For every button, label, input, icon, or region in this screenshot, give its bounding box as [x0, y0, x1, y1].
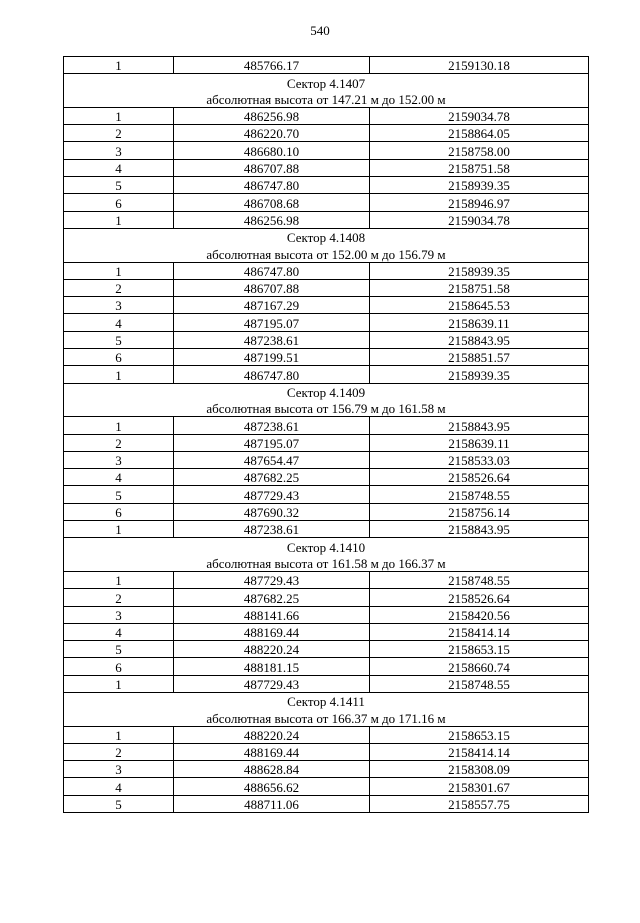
- y-coordinate: 2158526.64: [370, 589, 589, 606]
- sector-height-row: [64, 555, 589, 572]
- point-number: 5: [64, 486, 174, 503]
- sector-height-row: [64, 91, 589, 108]
- point-number: 4: [64, 159, 174, 176]
- point-number: 4: [64, 469, 174, 486]
- y-coordinate: 2158751.58: [370, 279, 589, 296]
- sector-height-range: абсолютная высота от 161.58 м до 166.37 м: [64, 555, 589, 572]
- x-coordinate: 485766.17: [174, 57, 370, 74]
- x-coordinate: 488169.44: [174, 743, 370, 760]
- y-coordinate: 2158639.11: [370, 434, 589, 451]
- x-coordinate: 486707.88: [174, 159, 370, 176]
- x-coordinate: 488169.44: [174, 623, 370, 640]
- y-coordinate: 2158748.55: [370, 675, 589, 692]
- x-coordinate: 487195.07: [174, 314, 370, 331]
- y-coordinate: 2158308.09: [370, 761, 589, 778]
- table-row: [64, 211, 589, 228]
- table-row: [64, 606, 589, 623]
- x-coordinate: 487682.25: [174, 469, 370, 486]
- table-row: [64, 366, 589, 383]
- y-coordinate: 2158843.95: [370, 417, 589, 434]
- y-coordinate: 2158301.67: [370, 778, 589, 795]
- sector-title: Сектор 4.1408: [64, 228, 589, 245]
- coordinates-table: [63, 56, 589, 813]
- y-coordinate: 2159034.78: [370, 107, 589, 124]
- table-row: [64, 658, 589, 675]
- y-coordinate: 2158414.14: [370, 623, 589, 640]
- sector-title-row: [64, 74, 589, 91]
- x-coordinate: 486708.68: [174, 194, 370, 211]
- y-coordinate: 2158414.14: [370, 743, 589, 760]
- point-number: 3: [64, 606, 174, 623]
- table-row: [64, 675, 589, 692]
- table-row: [64, 726, 589, 743]
- table-row: [64, 521, 589, 538]
- y-coordinate: 2158939.35: [370, 262, 589, 279]
- y-coordinate: 2158758.00: [370, 142, 589, 159]
- point-number: 3: [64, 761, 174, 778]
- point-number: 1: [64, 571, 174, 588]
- table-row: [64, 743, 589, 760]
- x-coordinate: 487729.43: [174, 486, 370, 503]
- x-coordinate: 488220.24: [174, 641, 370, 658]
- point-number: 1: [64, 675, 174, 692]
- table-row: [64, 107, 589, 124]
- sector-title-row: [64, 383, 589, 400]
- x-coordinate: 487195.07: [174, 434, 370, 451]
- x-coordinate: 488711.06: [174, 795, 370, 812]
- point-number: 6: [64, 349, 174, 366]
- x-coordinate: 487690.32: [174, 503, 370, 520]
- y-coordinate: 2159034.78: [370, 211, 589, 228]
- x-coordinate: 486747.80: [174, 177, 370, 194]
- y-coordinate: 2158946.97: [370, 194, 589, 211]
- page-number: 540: [310, 23, 330, 38]
- sector-height-range: абсолютная высота от 152.00 м до 156.79 м: [64, 245, 589, 262]
- sector-title: Сектор 4.1407: [64, 74, 589, 91]
- point-number: 4: [64, 623, 174, 640]
- y-coordinate: 2158645.53: [370, 297, 589, 314]
- point-number: 1: [64, 521, 174, 538]
- x-coordinate: 487167.29: [174, 297, 370, 314]
- sector-title: Сектор 4.1410: [64, 538, 589, 555]
- x-coordinate: 486747.80: [174, 262, 370, 279]
- y-coordinate: 2158533.03: [370, 451, 589, 468]
- x-coordinate: 488141.66: [174, 606, 370, 623]
- table-row: [64, 297, 589, 314]
- x-coordinate: 486256.98: [174, 211, 370, 228]
- x-coordinate: 487238.61: [174, 331, 370, 348]
- table-row: [64, 641, 589, 658]
- table-row: [64, 125, 589, 142]
- table-row: [64, 623, 589, 640]
- y-coordinate: 2158660.74: [370, 658, 589, 675]
- sector-height-range: абсолютная высота от 156.79 м до 161.58 м: [64, 400, 589, 417]
- point-number: 5: [64, 177, 174, 194]
- table-row: [64, 434, 589, 451]
- point-number: 1: [64, 726, 174, 743]
- y-coordinate: 2158843.95: [370, 521, 589, 538]
- sector-title-row: [64, 692, 589, 709]
- x-coordinate: 487238.61: [174, 417, 370, 434]
- sector-height-range: абсолютная высота от 147.21 м до 152.00 м: [64, 91, 589, 108]
- point-number: 1: [64, 262, 174, 279]
- x-coordinate: 487238.61: [174, 521, 370, 538]
- point-number: 6: [64, 503, 174, 520]
- x-coordinate: 486680.10: [174, 142, 370, 159]
- table-row: [64, 262, 589, 279]
- table-row: [64, 486, 589, 503]
- table-row: [64, 159, 589, 176]
- sector-title: Сектор 4.1409: [64, 383, 589, 400]
- y-coordinate: 2159130.18: [370, 57, 589, 74]
- sector-height-row: [64, 400, 589, 417]
- point-number: 2: [64, 279, 174, 296]
- x-coordinate: 488628.84: [174, 761, 370, 778]
- x-coordinate: 487654.47: [174, 451, 370, 468]
- y-coordinate: 2158526.64: [370, 469, 589, 486]
- y-coordinate: 2158748.55: [370, 571, 589, 588]
- point-number: 6: [64, 194, 174, 211]
- table-row: [64, 349, 589, 366]
- point-number: 2: [64, 125, 174, 142]
- sector-title-row: [64, 538, 589, 555]
- sector-height-range: абсолютная высота от 166.37 м до 171.16 м: [64, 709, 589, 726]
- table-row: [64, 142, 589, 159]
- point-number: 4: [64, 778, 174, 795]
- y-coordinate: 2158756.14: [370, 503, 589, 520]
- point-number: 1: [64, 107, 174, 124]
- point-number: 3: [64, 451, 174, 468]
- table-row: [64, 177, 589, 194]
- y-coordinate: 2158751.58: [370, 159, 589, 176]
- y-coordinate: 2158851.57: [370, 349, 589, 366]
- table-row: [64, 331, 589, 348]
- y-coordinate: 2158939.35: [370, 366, 589, 383]
- y-coordinate: 2158653.15: [370, 726, 589, 743]
- point-number: 6: [64, 658, 174, 675]
- table-row: [64, 589, 589, 606]
- point-number: 4: [64, 314, 174, 331]
- point-number: 5: [64, 641, 174, 658]
- x-coordinate: 486707.88: [174, 279, 370, 296]
- table-row: [64, 194, 589, 211]
- table-row: [64, 761, 589, 778]
- table-row: [64, 571, 589, 588]
- point-number: 1: [64, 211, 174, 228]
- sector-height-row: [64, 709, 589, 726]
- x-coordinate: 486256.98: [174, 107, 370, 124]
- table-row: [64, 314, 589, 331]
- point-number: 5: [64, 331, 174, 348]
- x-coordinate: 488656.62: [174, 778, 370, 795]
- x-coordinate: 487682.25: [174, 589, 370, 606]
- y-coordinate: 2158639.11: [370, 314, 589, 331]
- x-coordinate: 487729.43: [174, 675, 370, 692]
- sector-title-row: [64, 228, 589, 245]
- y-coordinate: 2158864.05: [370, 125, 589, 142]
- table-row: [64, 778, 589, 795]
- table-row: [64, 469, 589, 486]
- point-number: 1: [64, 417, 174, 434]
- point-number: 5: [64, 795, 174, 812]
- point-number: 2: [64, 589, 174, 606]
- x-coordinate: 486747.80: [174, 366, 370, 383]
- x-coordinate: 488181.15: [174, 658, 370, 675]
- x-coordinate: 486220.70: [174, 125, 370, 142]
- table-row: [64, 57, 589, 74]
- y-coordinate: 2158748.55: [370, 486, 589, 503]
- table-row: [64, 503, 589, 520]
- y-coordinate: 2158843.95: [370, 331, 589, 348]
- table-row: [64, 417, 589, 434]
- table-row: [64, 451, 589, 468]
- sector-title: Сектор 4.1411: [64, 692, 589, 709]
- y-coordinate: 2158420.56: [370, 606, 589, 623]
- table-row: [64, 279, 589, 296]
- point-number: 2: [64, 434, 174, 451]
- x-coordinate: 488220.24: [174, 726, 370, 743]
- x-coordinate: 487199.51: [174, 349, 370, 366]
- point-number: 3: [64, 142, 174, 159]
- point-number: 1: [64, 57, 174, 74]
- y-coordinate: 2158653.15: [370, 641, 589, 658]
- point-number: 1: [64, 366, 174, 383]
- y-coordinate: 2158939.35: [370, 177, 589, 194]
- y-coordinate: 2158557.75: [370, 795, 589, 812]
- sector-height-row: [64, 245, 589, 262]
- table-row: [64, 795, 589, 812]
- x-coordinate: 487729.43: [174, 571, 370, 588]
- point-number: 3: [64, 297, 174, 314]
- point-number: 2: [64, 743, 174, 760]
